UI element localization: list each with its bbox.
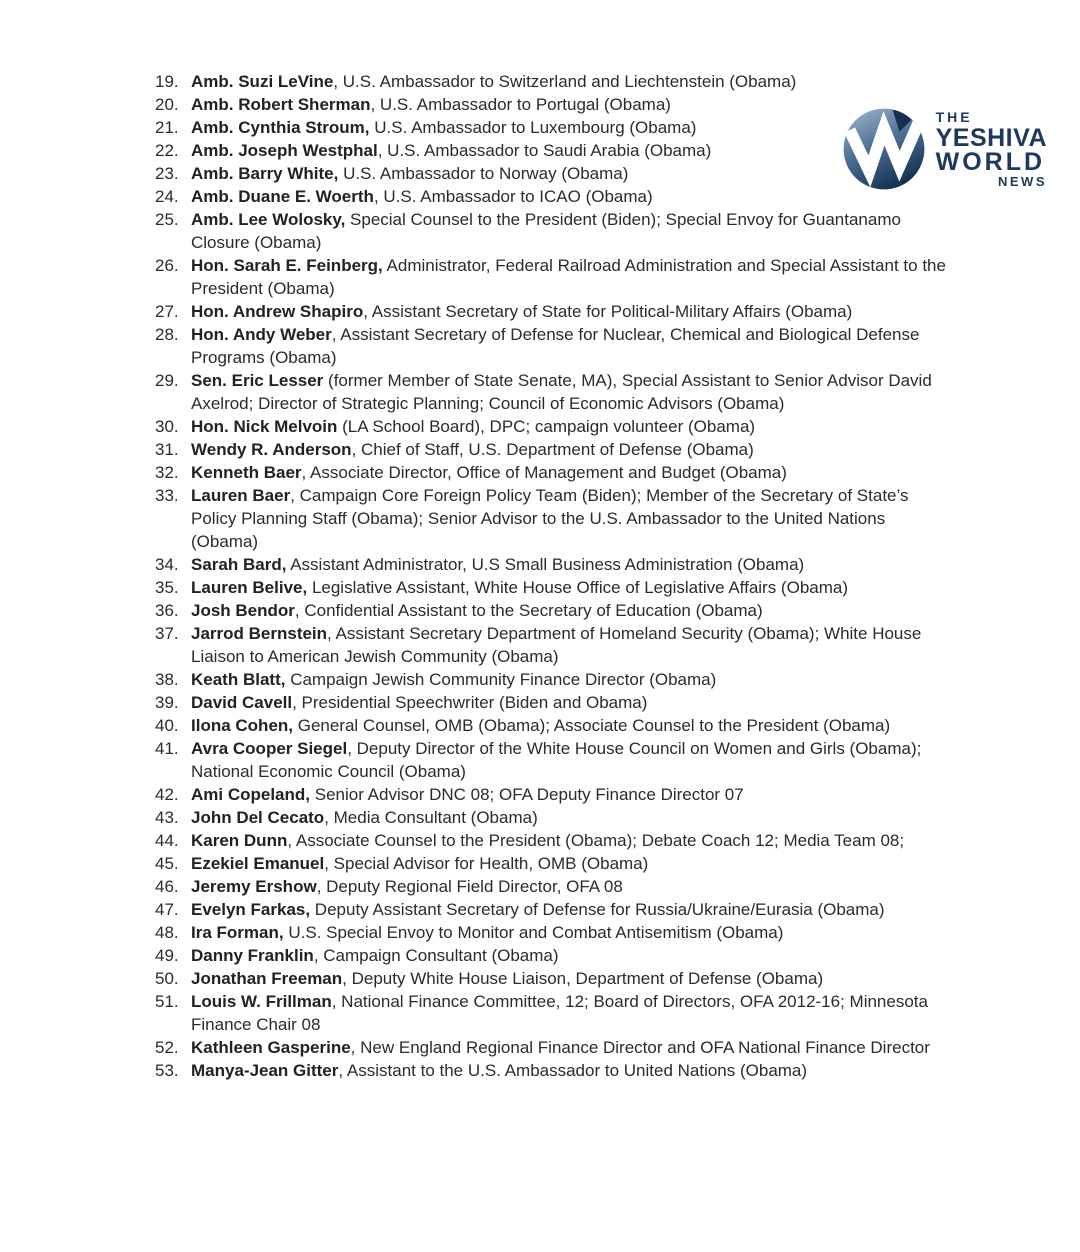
item-name: Amb. Suzi LeVine — [191, 72, 334, 91]
item-number: 48. — [155, 923, 179, 942]
item-number: 52. — [155, 1038, 179, 1057]
item-text — [191, 553, 948, 576]
item-text — [191, 852, 948, 875]
item-name: Lauren Belive, — [191, 578, 308, 597]
item-name: David Cavell — [191, 693, 293, 712]
item-description: Assistant Administrator, U.S Small Business Administration (Obama) — [286, 555, 805, 574]
item-text — [191, 944, 948, 967]
item-description: Administrator, Federal Railroad Administration and Special Assistant to the President (Obama) — [191, 256, 946, 298]
list-item — [155, 829, 948, 852]
item-number: 26. — [155, 256, 179, 275]
item-number: 44. — [155, 831, 179, 850]
list-item — [155, 254, 948, 300]
list-item — [155, 553, 948, 576]
list-item — [155, 323, 948, 369]
item-text — [191, 783, 948, 806]
item-description: (former Member of State Senate, MA), Special Assistant to Senior Advisor David Axelrod; Director of Strategic Planning; Council of Economic Advisors (Obama) — [191, 371, 932, 413]
item-description: Senior Advisor DNC 08; OFA Deputy Finance Director 07 — [310, 785, 744, 804]
item-description: , Campaign Consultant (Obama) — [313, 946, 559, 965]
item-name: Ezekiel Emanuel — [191, 854, 325, 873]
item-description: , Deputy White House Liaison, Department of Defense (Obama) — [342, 969, 824, 988]
item-name: Amb. Barry White, — [191, 164, 339, 183]
item-text — [191, 714, 948, 737]
list-item — [155, 599, 948, 622]
item-description: General Counsel, OMB (Obama); Associate Counsel to the President (Obama) — [293, 716, 891, 735]
item-number: 33. — [155, 486, 179, 505]
list-item — [155, 162, 948, 185]
item-text — [191, 415, 948, 438]
item-description: , Assistant Secretary Department of Homeland Security (Obama); White House Liaison to American Jewish Community (Obama) — [191, 624, 922, 666]
item-description: , Presidential Speechwriter (Biden and Obama) — [292, 693, 648, 712]
item-text — [191, 162, 948, 185]
list-item — [155, 783, 948, 806]
list-item — [155, 300, 948, 323]
item-text — [191, 668, 948, 691]
item-number: 37. — [155, 624, 179, 643]
list-item — [155, 714, 948, 737]
item-number: 24. — [155, 187, 179, 206]
item-text — [191, 1059, 948, 1082]
item-number: 51. — [155, 992, 179, 1011]
list-item — [155, 93, 948, 116]
item-number: 22. — [155, 141, 179, 160]
item-name: Lauren Baer — [191, 486, 291, 505]
item-name: Amb. Lee Wolosky, — [191, 210, 346, 229]
item-text — [191, 300, 948, 323]
item-description: U.S. Ambassador to Norway (Obama) — [338, 164, 629, 183]
item-number: 43. — [155, 808, 179, 827]
list-item — [155, 208, 948, 254]
item-text — [191, 806, 948, 829]
item-text — [191, 921, 948, 944]
brand-news-label: NEWS — [998, 173, 1047, 189]
item-name: Wendy R. Anderson — [191, 440, 352, 459]
item-text — [191, 967, 948, 990]
item-number: 36. — [155, 601, 179, 620]
item-text — [191, 208, 948, 254]
item-text — [191, 599, 948, 622]
item-text — [191, 185, 948, 208]
item-text — [191, 70, 948, 93]
item-number: 46. — [155, 877, 179, 896]
item-number: 32. — [155, 463, 179, 482]
list-item — [155, 70, 948, 93]
item-number: 40. — [155, 716, 179, 735]
item-name: Louis W. Frillman — [191, 992, 332, 1011]
people-list — [155, 70, 948, 1082]
item-description: , Associate Director, Office of Management and Budget (Obama) — [301, 463, 787, 482]
list-item — [155, 967, 948, 990]
list-item — [155, 484, 948, 553]
item-number: 29. — [155, 371, 179, 390]
list-item — [155, 139, 948, 162]
item-name: Ami Copeland, — [191, 785, 311, 804]
item-number: 27. — [155, 302, 179, 321]
brand-yeshiva-label: YESHIVA — [935, 123, 1047, 152]
item-number: 38. — [155, 670, 179, 689]
list-item — [155, 1036, 948, 1059]
item-description: , Deputy Regional Field Director, OFA 08 — [316, 877, 623, 896]
item-number: 19. — [155, 72, 179, 91]
item-text — [191, 116, 948, 139]
item-name: Ira Forman, — [191, 923, 284, 942]
item-text — [191, 829, 948, 852]
item-description: Special Counsel to the President (Biden); Special Envoy for Guantanamo Closure (Obama) — [191, 210, 901, 252]
item-number: 30. — [155, 417, 179, 436]
item-text — [191, 990, 948, 1036]
list-item — [155, 576, 948, 599]
item-description: , U.S. Ambassador to Switzerland and Liechtenstein (Obama) — [333, 72, 797, 91]
item-text — [191, 875, 948, 898]
item-name: Avra Cooper Siegel — [191, 739, 348, 758]
item-number: 23. — [155, 164, 179, 183]
item-text — [191, 576, 948, 599]
item-description: , Special Advisor for Health, OMB (Obama) — [324, 854, 649, 873]
item-name: John Del Cecato — [191, 808, 325, 827]
item-description: , Chief of Staff, U.S. Department of Defense (Obama) — [351, 440, 754, 459]
item-description: , National Finance Committee, 12; Board of Directors, OFA 2012-16; Minnesota Finance Chair 08 — [191, 992, 928, 1034]
item-number: 39. — [155, 693, 179, 712]
list-item — [155, 622, 948, 668]
item-name: Hon. Andrew Shapiro — [191, 302, 364, 321]
item-description: , U.S. Ambassador to Portugal (Obama) — [370, 95, 671, 114]
item-number: 42. — [155, 785, 179, 804]
item-description: , Associate Counsel to the President (Obama); Debate Coach 12; Media Team 08; — [287, 831, 905, 850]
item-number: 53. — [155, 1061, 179, 1080]
list-item — [155, 737, 948, 783]
list-item — [155, 921, 948, 944]
list-item — [155, 438, 948, 461]
item-text — [191, 622, 948, 668]
list-item — [155, 185, 948, 208]
list-item — [155, 691, 948, 714]
item-name: Amb. Robert Sherman — [191, 95, 371, 114]
item-number: 31. — [155, 440, 179, 459]
item-number: 35. — [155, 578, 179, 597]
item-name: Sarah Bard, — [191, 555, 287, 574]
item-description: , U.S. Ambassador to Saudi Arabia (Obama) — [377, 141, 712, 160]
item-name: Karen Dunn — [191, 831, 288, 850]
list-item — [155, 806, 948, 829]
list-item — [155, 369, 948, 415]
list-item — [155, 116, 948, 139]
item-number: 41. — [155, 739, 179, 758]
item-name: Danny Franklin — [191, 946, 314, 965]
item-description: Campaign Jewish Community Finance Director (Obama) — [285, 670, 717, 689]
item-text — [191, 691, 948, 714]
item-name: Ilona Cohen, — [191, 716, 293, 735]
item-number: 34. — [155, 555, 179, 574]
list-item — [155, 990, 948, 1036]
item-description: , Deputy Director of the White House Council on Women and Girls (Obama); National Economic Council (Obama) — [191, 739, 922, 781]
item-number: 50. — [155, 969, 179, 988]
list-item — [155, 875, 948, 898]
item-text — [191, 438, 948, 461]
item-text — [191, 898, 948, 921]
item-description: Deputy Assistant Secretary of Defense for Russia/Ukraine/Eurasia (Obama) — [310, 900, 885, 919]
brand-wordmark — [936, 109, 1047, 190]
item-name: Jeremy Ershow — [191, 877, 317, 896]
list-item — [155, 852, 948, 875]
item-number: 47. — [155, 900, 179, 919]
item-text — [191, 93, 948, 116]
list-item — [155, 461, 948, 484]
item-text — [191, 323, 948, 369]
item-description: Legislative Assistant, White House Office of Legislative Affairs (Obama) — [307, 578, 849, 597]
item-name: Hon. Nick Melvoin — [191, 417, 338, 436]
item-description: U.S. Ambassador to Luxembourg (Obama) — [369, 118, 697, 137]
item-text — [191, 1036, 948, 1059]
item-name: Jonathan Freeman — [191, 969, 343, 988]
item-name: Amb. Duane E. Woerth — [191, 187, 374, 206]
item-text — [191, 369, 948, 415]
item-name: Kenneth Baer — [191, 463, 302, 482]
item-text — [191, 484, 948, 553]
item-text — [191, 737, 948, 783]
item-name: Kathleen Gasperine — [191, 1038, 351, 1057]
item-number: 21. — [155, 118, 179, 137]
item-description: , U.S. Ambassador to ICAO (Obama) — [373, 187, 653, 206]
item-number: 25. — [155, 210, 179, 229]
item-text — [191, 254, 948, 300]
item-text — [191, 461, 948, 484]
item-description: , Assistant Secretary of State for Political-Military Affairs (Obama) — [363, 302, 853, 321]
list-item — [155, 415, 948, 438]
item-name: Hon. Andy Weber — [191, 325, 332, 344]
item-name: Keath Blatt, — [191, 670, 286, 689]
item-number: 45. — [155, 854, 179, 873]
brand-world-label: WORLD — [935, 147, 1046, 176]
item-number: 20. — [155, 95, 179, 114]
item-description: , Campaign Core Foreign Policy Team (Biden); Member of the Secretary of State’s Policy Planning Staff (Obama); Senior Advisor to the U.S. Ambassador to the United Nations (Obama) — [191, 486, 909, 551]
brand-the-label: THE — [935, 108, 973, 125]
item-number: 28. — [155, 325, 179, 344]
item-description: , Assistant to the U.S. Ambassador to United Nations (Obama) — [338, 1061, 808, 1080]
list-item — [155, 1059, 948, 1082]
item-number: 49. — [155, 946, 179, 965]
item-description: (LA School Board), DPC; campaign volunteer (Obama) — [337, 417, 756, 436]
item-name: Jarrod Bernstein — [191, 624, 328, 643]
item-name: Amb. Joseph Westphal — [191, 141, 378, 160]
item-description: , Confidential Assistant to the Secretary of Education (Obama) — [294, 601, 763, 620]
item-name: Sen. Eric Lesser — [191, 371, 324, 390]
item-name: Evelyn Farkas, — [191, 900, 311, 919]
list-item — [155, 898, 948, 921]
item-description: , Assistant Secretary of Defense for Nuclear, Chemical and Biological Defense Programs (Obama) — [191, 325, 920, 367]
item-name: Josh Bendor — [191, 601, 295, 620]
item-description: U.S. Special Envoy to Monitor and Combat Antisemitism (Obama) — [283, 923, 784, 942]
item-text — [191, 139, 948, 162]
list-item — [155, 668, 948, 691]
item-name: Manya-Jean Gitter — [191, 1061, 339, 1080]
item-description: , Media Consultant (Obama) — [324, 808, 538, 827]
item-name: Hon. Sarah E. Feinberg, — [191, 256, 383, 275]
item-name: Amb. Cynthia Stroum, — [191, 118, 370, 137]
item-description: , New England Regional Finance Director and OFA National Finance Director — [350, 1038, 930, 1057]
list-item — [155, 944, 948, 967]
